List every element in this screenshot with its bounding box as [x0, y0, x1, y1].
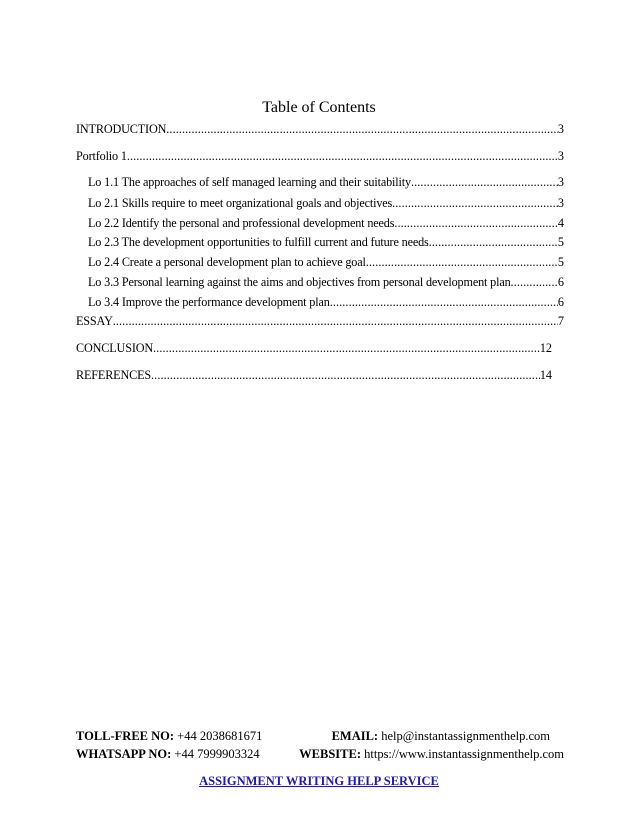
toc-entry-label: Lo 3.4 Improve the performance development plan	[88, 295, 330, 309]
toc-entry-label: Lo 1.1 The approaches of self managed learning and their suitability	[88, 175, 411, 189]
whatsapp-info	[76, 747, 260, 765]
toc-entry-lo-3-3[interactable]	[88, 275, 564, 295]
toc-entry-page: 7	[557, 314, 564, 328]
toc-entry-lo-1-1[interactable]	[88, 175, 564, 195]
toc-entry-label: Lo 2.4 Create a personal development plan to achieve goal	[88, 255, 366, 269]
toc-entry-label: Lo 2.1 Skills require to meet organizational goals and objectives	[88, 196, 393, 210]
toc-entry-conclusion[interactable]	[76, 341, 552, 361]
toc-entry-label: Lo 2.3 The development opportunities to fulfill current and future needs	[88, 235, 429, 249]
toc-leader-dots	[151, 368, 540, 383]
toc-entry-page: 5	[557, 255, 564, 269]
toc-entry-page: 3	[557, 175, 564, 189]
toc-leader-dots	[330, 295, 558, 310]
email-label: EMAIL:	[331, 729, 379, 743]
toc-leader-dots	[511, 275, 558, 290]
toc-leader-dots	[394, 216, 558, 231]
toc-title: Table of Contents	[262, 99, 376, 116]
toc-entry-essay[interactable]	[76, 314, 564, 334]
toc-entry-page: 5	[557, 235, 564, 249]
toc-entry-page: 6	[557, 275, 564, 289]
toc-entry-lo-2-4[interactable]	[88, 255, 564, 275]
toc-entry-page: 6	[557, 295, 564, 309]
toc-leader-dots	[429, 235, 558, 250]
toc-leader-dots	[166, 122, 558, 137]
toc-entry-label: Portfolio 1	[76, 149, 127, 163]
toc-leader-dots	[392, 196, 558, 211]
toc-entry-lo-2-1[interactable]	[88, 196, 564, 216]
toc-leader-dots	[127, 149, 558, 164]
toc-leader-dots	[366, 255, 558, 270]
website-value[interactable]: https://www.instantassignmenthelp.com	[361, 747, 564, 761]
toc-entry-page: 3	[557, 149, 564, 163]
toc-entry-lo-2-2[interactable]	[88, 216, 564, 236]
toc-entry-label: Lo 2.2 Identify the personal and professional development needs	[88, 216, 395, 230]
tollfree-label: TOLL-FREE NO:	[76, 729, 175, 743]
toc-entry-page: 3	[557, 122, 564, 136]
whatsapp-value: +44 7999903324	[171, 747, 260, 761]
toc-entry-page: 12	[539, 341, 552, 355]
footer-row-1	[76, 729, 564, 747]
whatsapp-label: WHATSAPP NO:	[76, 747, 172, 761]
toc-entry-references[interactable]	[76, 368, 552, 388]
contact-footer	[76, 729, 564, 765]
tollfree-info	[76, 729, 262, 747]
toc-leader-dots	[411, 175, 558, 190]
tollfree-value: +44 2038681671	[174, 729, 263, 743]
toc-entry-lo-2-3[interactable]	[88, 235, 564, 255]
toc-entry-label: ESSAY	[76, 314, 113, 328]
toc-leader-dots	[153, 341, 540, 356]
toc-entry-page: 14	[539, 368, 552, 382]
toc-entry-label: CONCLUSION	[76, 341, 154, 355]
toc-leader-dots	[113, 314, 558, 329]
toc-entry-label: Lo 3.3 Personal learning against the aims and objectives from personal development plan	[88, 275, 511, 289]
email-info	[332, 729, 550, 747]
toc-entry-portfolio-1[interactable]	[76, 149, 564, 169]
website-info	[299, 747, 564, 765]
website-label: WEBSITE:	[299, 747, 361, 761]
toc-entry-label: INTRODUCTION	[76, 122, 167, 136]
service-link[interactable]: ASSIGNMENT WRITING HELP SERVICE	[199, 774, 439, 788]
toc-entry-label: REFERENCES	[76, 368, 152, 382]
toc-entry-introduction[interactable]	[76, 122, 564, 142]
toc-entry-lo-3-4[interactable]	[88, 295, 564, 315]
toc-entry-page: 4	[557, 216, 564, 230]
footer-row-2	[76, 747, 564, 765]
email-value[interactable]: help@instantassignmenthelp.com	[378, 729, 550, 743]
toc-entry-page: 3	[557, 196, 564, 210]
